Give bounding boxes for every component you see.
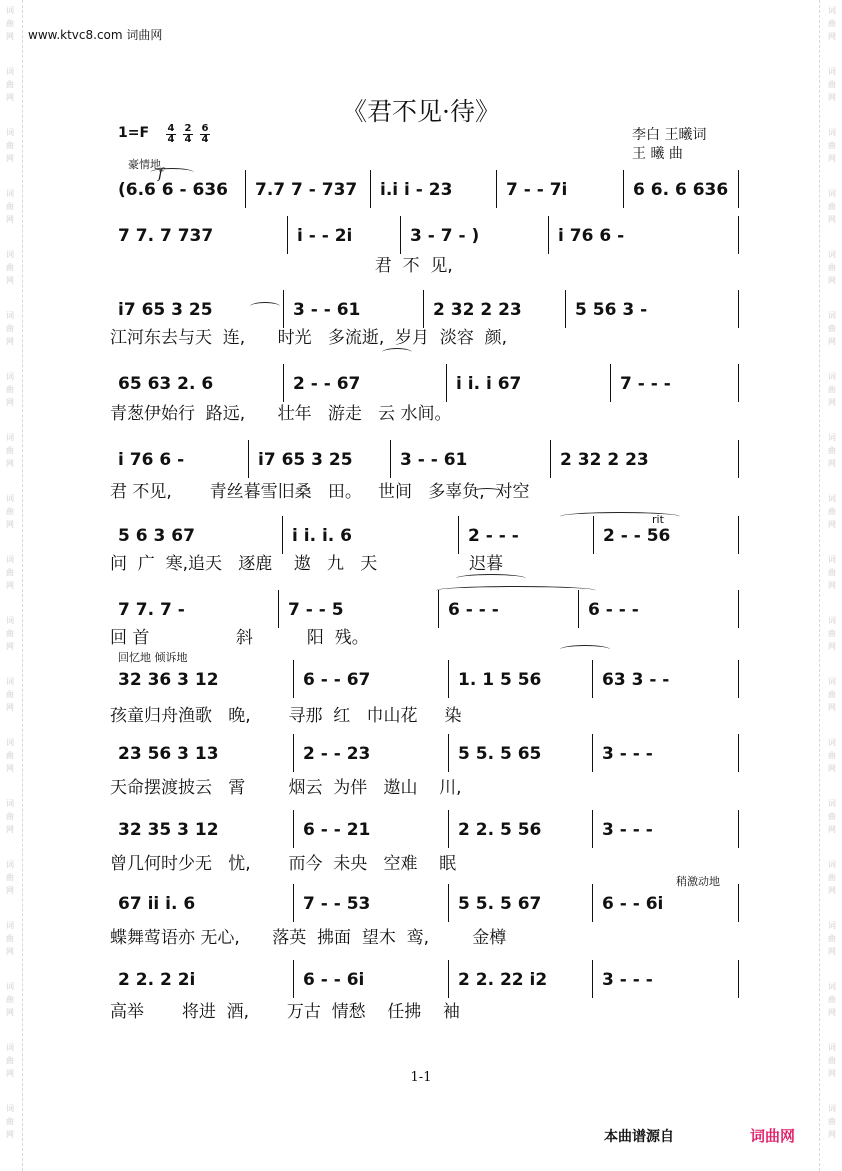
music-line bbox=[118, 740, 740, 768]
watermark-mark: 词 曲 网 bbox=[828, 128, 836, 163]
music-line bbox=[118, 176, 740, 204]
measure-notes: 3 - - 61 bbox=[293, 300, 361, 320]
measure-notes: 23 56 3 13 bbox=[118, 744, 219, 764]
lyric-line: 君 不 见, bbox=[110, 256, 453, 276]
measure-notes: 2 32 2 23 bbox=[560, 450, 649, 470]
watermark-mark: 词 曲 网 bbox=[6, 433, 14, 468]
music-line bbox=[118, 966, 740, 994]
bar-line bbox=[738, 660, 739, 698]
lyric-line: 孩童归舟渔歌 晚, 寻那 红 巾山花 染 bbox=[110, 706, 462, 726]
bar-line bbox=[293, 810, 294, 848]
measure-notes: i 76 6 - bbox=[118, 450, 185, 470]
bar-line bbox=[738, 170, 739, 208]
slur-mark bbox=[560, 645, 610, 654]
bar-line bbox=[550, 440, 551, 478]
measure-notes: 7 - - 7i bbox=[506, 180, 568, 200]
measure-notes: 6 - - - bbox=[448, 600, 499, 620]
watermark-mark: 词 曲 网 bbox=[828, 860, 836, 895]
watermark-mark: 词 曲 网 bbox=[828, 1043, 836, 1078]
measure-notes: 5 56 3 - bbox=[575, 300, 648, 320]
site-url[interactable]: www.ktvc8.com 词曲网 bbox=[28, 28, 163, 42]
watermark-mark: 词 曲 网 bbox=[828, 921, 836, 956]
measure-notes: 1. 1 5 56 bbox=[458, 670, 542, 690]
slur-mark bbox=[470, 488, 504, 497]
measure-notes: 5 5. 5 65 bbox=[458, 744, 542, 764]
watermark-mark: 词 曲 网 bbox=[828, 494, 836, 529]
measure-notes: 6 - - 67 bbox=[303, 670, 371, 690]
bar-line bbox=[293, 960, 294, 998]
time-signature-6-4: $\frac{6}{4}$ bbox=[201, 123, 209, 145]
bar-line bbox=[610, 364, 611, 402]
watermark-mark: 词 曲 网 bbox=[828, 67, 836, 102]
bar-line bbox=[448, 884, 449, 922]
measure-notes: 63 3 - - bbox=[602, 670, 670, 690]
measure-notes: 32 36 3 12 bbox=[118, 670, 219, 690]
bar-line bbox=[738, 960, 739, 998]
measure-notes: 2 2. 5 56 bbox=[458, 820, 542, 840]
watermark-mark: 词 曲 网 bbox=[6, 67, 14, 102]
bar-line bbox=[400, 216, 401, 254]
watermark-mark: 词 曲 网 bbox=[6, 860, 14, 895]
bar-line bbox=[448, 810, 449, 848]
bar-line bbox=[738, 290, 739, 328]
measure-notes: 3 - - - bbox=[602, 970, 653, 990]
slur-mark bbox=[456, 574, 526, 583]
measure-notes: i i. i. 6 bbox=[292, 526, 352, 546]
bar-line bbox=[738, 590, 739, 628]
measure-notes: i - - 2i bbox=[297, 226, 353, 246]
bar-line bbox=[278, 590, 279, 628]
watermark-mark: 词 曲 网 bbox=[6, 494, 14, 529]
watermark-mark: 词 曲 网 bbox=[6, 799, 14, 834]
measure-notes: 7 - - - bbox=[620, 374, 671, 394]
expression-marking-1: 豪情地 bbox=[128, 158, 161, 171]
bar-line bbox=[738, 516, 739, 554]
music-line bbox=[118, 890, 740, 918]
watermark-mark: 词 曲 网 bbox=[828, 799, 836, 834]
lyric-line: 曾几何时少无 忧, 而今 未央 空难 眠 bbox=[110, 854, 457, 874]
expression-marking-3: 稍激动地 bbox=[676, 875, 720, 888]
measure-notes: 7 7. 7 737 bbox=[118, 226, 214, 246]
measure-notes: 3 - - 61 bbox=[400, 450, 468, 470]
measure-notes: i.i i - 23 bbox=[380, 180, 453, 200]
lyric-line: 回 首 斜 阳 残。 bbox=[110, 628, 369, 648]
bar-line bbox=[592, 810, 593, 848]
watermark-mark: 词 曲 网 bbox=[6, 921, 14, 956]
measure-notes: 3 - - - bbox=[602, 744, 653, 764]
expression-marking-2: 回忆地 倾诉地 bbox=[118, 651, 188, 664]
watermark-mark: 词 曲 网 bbox=[828, 738, 836, 773]
bar-line bbox=[548, 216, 549, 254]
slur-mark bbox=[436, 586, 596, 595]
bar-line bbox=[738, 884, 739, 922]
watermark-mark: 词 曲 网 bbox=[828, 372, 836, 407]
measure-notes: 65 63 2. 6 bbox=[118, 374, 214, 394]
measure-notes: 2 2. 22 i2 bbox=[458, 970, 548, 990]
watermark-mark: 词 曲 网 bbox=[6, 738, 14, 773]
bar-line bbox=[623, 170, 624, 208]
bar-line bbox=[458, 516, 459, 554]
bar-line bbox=[446, 364, 447, 402]
music-line bbox=[118, 596, 740, 624]
key-signature: 1=F bbox=[118, 125, 150, 141]
measure-notes: 2 2. 2 2i bbox=[118, 970, 196, 990]
bar-line bbox=[283, 364, 284, 402]
bar-line bbox=[282, 516, 283, 554]
measure-notes: 32 35 3 12 bbox=[118, 820, 219, 840]
bar-line bbox=[496, 170, 497, 208]
bar-line bbox=[245, 170, 246, 208]
dynamic-marking: f bbox=[158, 166, 164, 182]
measure-notes: 6 - - - bbox=[588, 600, 639, 620]
measure-notes: i7 65 3 25 bbox=[118, 300, 213, 320]
measure-notes: 7 - - 5 bbox=[288, 600, 344, 620]
bar-line bbox=[438, 590, 439, 628]
measure-notes: 7 7. 7 - bbox=[118, 600, 185, 620]
bar-line bbox=[592, 884, 593, 922]
watermark-mark: 词 曲 网 bbox=[828, 555, 836, 590]
watermark-mark: 词 曲 网 bbox=[6, 372, 14, 407]
watermark-mark: 词 曲 网 bbox=[6, 311, 14, 346]
watermark-mark: 词 曲 网 bbox=[828, 616, 836, 651]
measure-notes: 2 32 2 23 bbox=[433, 300, 522, 320]
measure-notes: 2 - - - bbox=[468, 526, 519, 546]
measure-notes: i7 65 3 25 bbox=[258, 450, 353, 470]
measure-notes: 7 - - 53 bbox=[303, 894, 371, 914]
measure-notes: 67 ii i. 6 bbox=[118, 894, 196, 914]
bar-line bbox=[738, 364, 739, 402]
page-number: 1-1 bbox=[410, 1070, 432, 1085]
watermark-mark: 词 曲 网 bbox=[6, 616, 14, 651]
measure-notes: i i. i 67 bbox=[456, 374, 522, 394]
lyricist-credit: 李白 王曦词 bbox=[632, 127, 707, 143]
watermark-mark: 词 曲 网 bbox=[6, 128, 14, 163]
measure-notes: 5 6 3 67 bbox=[118, 526, 195, 546]
watermark-mark: 词 曲 网 bbox=[6, 6, 14, 41]
measure-notes: 3 - - - bbox=[602, 820, 653, 840]
bar-line bbox=[448, 960, 449, 998]
bar-line bbox=[578, 590, 579, 628]
bar-line bbox=[738, 440, 739, 478]
footer-brand-link[interactable]: 词曲网 bbox=[750, 1127, 796, 1145]
bar-line bbox=[390, 440, 391, 478]
measure-notes: 6 - - 6i bbox=[602, 894, 664, 914]
watermark-mark: 词 曲 网 bbox=[6, 189, 14, 224]
bar-line bbox=[293, 660, 294, 698]
watermark-mark: 词 曲 网 bbox=[828, 250, 836, 285]
slur-mark bbox=[560, 512, 680, 521]
bar-line bbox=[293, 884, 294, 922]
bar-line bbox=[565, 290, 566, 328]
bar-line bbox=[738, 734, 739, 772]
music-line bbox=[118, 296, 740, 324]
music-line bbox=[118, 816, 740, 844]
measure-notes: i 76 6 - bbox=[558, 226, 625, 246]
bar-line bbox=[592, 960, 593, 998]
watermark-mark: 词 曲 网 bbox=[828, 6, 836, 41]
watermark-mark: 词 曲 网 bbox=[6, 1104, 14, 1139]
measure-notes: 6 - - 6i bbox=[303, 970, 365, 990]
rit-marking: rit bbox=[652, 513, 664, 526]
measure-notes: 7.7 7 - 737 bbox=[255, 180, 358, 200]
music-line bbox=[118, 666, 740, 694]
time-signature-2-4: $\frac{2}{4}$ bbox=[184, 123, 192, 145]
lyric-line: 青葱伊始行 路远, 壮年 游走 云 水间。 bbox=[110, 404, 452, 424]
music-line bbox=[118, 446, 740, 474]
watermark-mark: 词 曲 网 bbox=[828, 677, 836, 712]
watermark-mark: 词 曲 网 bbox=[6, 250, 14, 285]
footer-source-label: 本曲谱源自 bbox=[604, 1129, 674, 1145]
watermark-mark: 词 曲 网 bbox=[828, 1104, 836, 1139]
lyric-line: 天命摆渡披云 霄 烟云 为伴 遨山 川, bbox=[110, 778, 462, 798]
bar-line bbox=[248, 440, 249, 478]
music-line bbox=[118, 522, 740, 550]
watermark-mark: 词 曲 网 bbox=[6, 1043, 14, 1078]
watermark-mark: 词 曲 网 bbox=[828, 982, 836, 1017]
lyric-line: 君 不见, 青丝暮雪旧桑 田。 世间 多辜负, 对空 bbox=[110, 482, 530, 502]
watermark-mark: 词 曲 网 bbox=[6, 555, 14, 590]
bar-line bbox=[738, 810, 739, 848]
measure-notes: (6.6 6 - 636 bbox=[118, 180, 229, 200]
bar-line bbox=[592, 734, 593, 772]
measure-notes: 2 - - 67 bbox=[293, 374, 361, 394]
composer-credit: 王 曦 曲 bbox=[632, 146, 683, 162]
watermark-mark: 词 曲 网 bbox=[828, 433, 836, 468]
bar-line bbox=[738, 216, 739, 254]
slur-mark bbox=[382, 348, 412, 357]
watermark-mark: 词 曲 网 bbox=[6, 677, 14, 712]
bar-line bbox=[448, 734, 449, 772]
measure-notes: 6 6. 6 636 bbox=[633, 180, 729, 200]
slur-mark bbox=[150, 168, 194, 177]
lyric-line: 蝶舞莺语亦 无心, 落英 拂面 望木 鸾, 金樽 bbox=[110, 928, 507, 948]
watermark-mark: 词 曲 网 bbox=[828, 311, 836, 346]
bar-line bbox=[593, 516, 594, 554]
watermark-mark: 词 曲 网 bbox=[828, 189, 836, 224]
measure-notes: 6 - - 21 bbox=[303, 820, 371, 840]
bar-line bbox=[293, 734, 294, 772]
music-line bbox=[118, 222, 740, 250]
time-signature-4-4: $\frac{4}{4}$ bbox=[167, 123, 175, 145]
bar-line bbox=[370, 170, 371, 208]
measure-notes: 3 - 7 - ) bbox=[410, 226, 480, 246]
slur-mark bbox=[250, 302, 280, 311]
song-title: 《君不见·待》 bbox=[342, 97, 500, 126]
music-line bbox=[118, 370, 740, 398]
measure-notes: 2 - - 56 bbox=[603, 526, 671, 546]
lyric-line: 高举 将进 酒, 万古 情愁 任拂 袖 bbox=[110, 1002, 460, 1022]
lyric-line: 江河东去与天 连, 时光 多流逝, 岁月 淡容 颜, bbox=[110, 328, 508, 348]
bar-line bbox=[448, 660, 449, 698]
measure-notes: 5 5. 5 67 bbox=[458, 894, 542, 914]
lyric-line: 问 广 寒,追天 逐鹿 遨 九 天 迟暮 bbox=[110, 554, 504, 574]
bar-line bbox=[423, 290, 424, 328]
watermark-mark: 词 曲 网 bbox=[6, 982, 14, 1017]
measure-notes: 2 - - 23 bbox=[303, 744, 371, 764]
bar-line bbox=[283, 290, 284, 328]
bar-line bbox=[287, 216, 288, 254]
bar-line bbox=[592, 660, 593, 698]
